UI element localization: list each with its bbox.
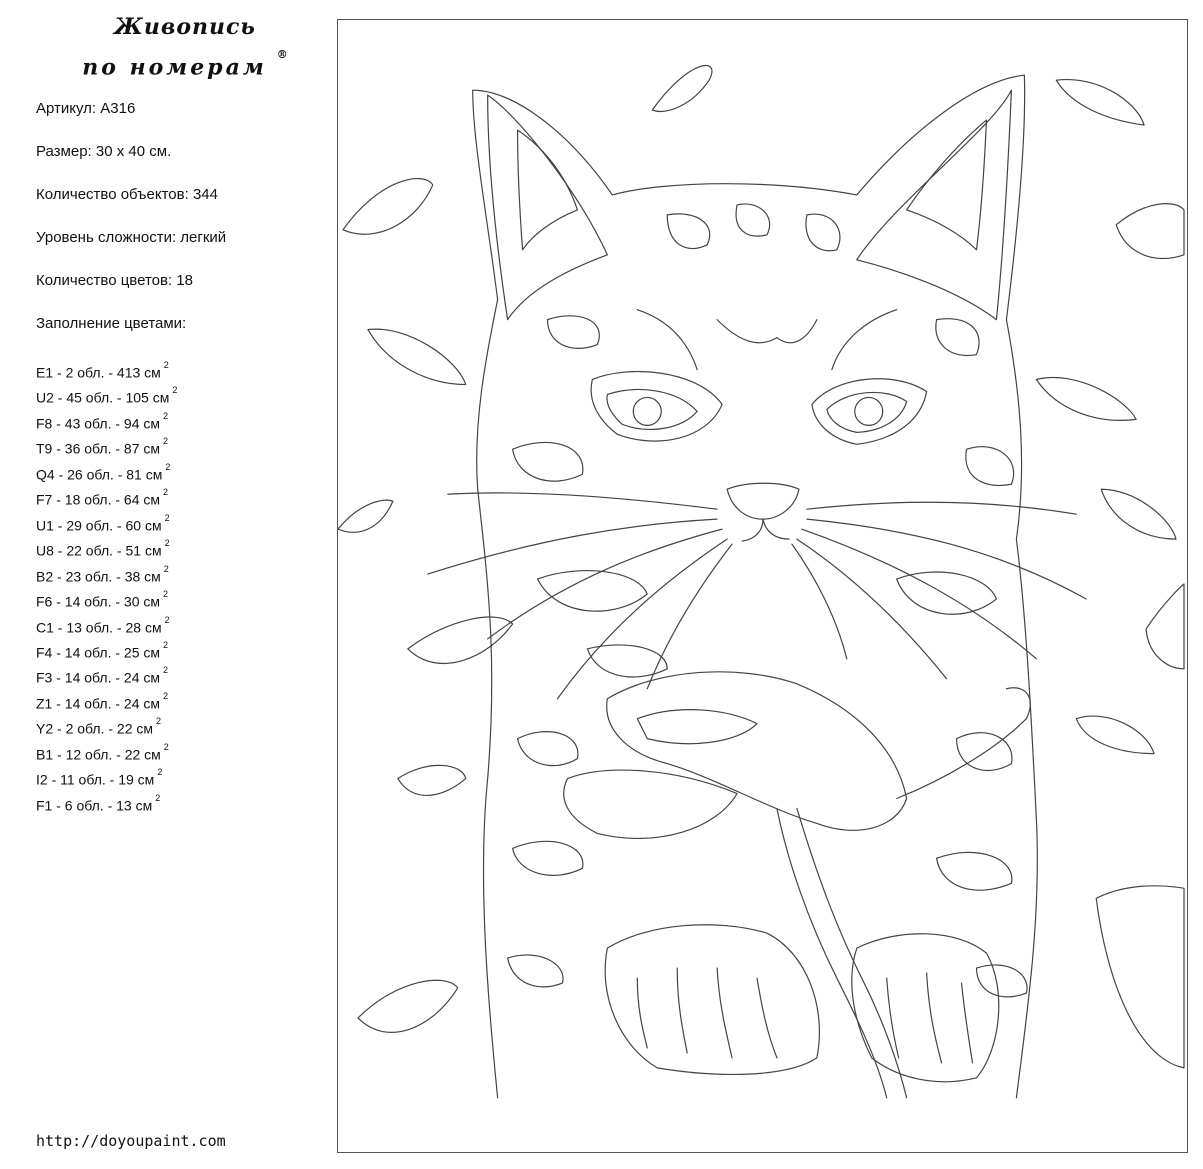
brand-title-line1: Живопись — [114, 14, 256, 40]
square-superscript: 2 — [157, 767, 163, 778]
color-row-text: Y2 - 2 обл. - 22 см — [36, 721, 154, 737]
registered-mark: ® — [276, 48, 288, 61]
color-row-text: Z1 - 14 обл. - 24 см — [36, 695, 161, 712]
cat-eyes — [591, 372, 926, 445]
color-row-c1 — [36, 614, 177, 639]
square-superscript: 2 — [164, 512, 170, 523]
color-row-f6 — [36, 588, 177, 613]
color-row-text: U2 - 45 обл. - 105 см — [36, 390, 170, 407]
color-row-f1 — [36, 792, 177, 817]
colors-count-label: Количество цветов: 18 — [36, 272, 193, 289]
square-superscript: 2 — [165, 461, 171, 472]
color-row-b2 — [36, 563, 177, 588]
color-row-z1 — [36, 690, 177, 715]
color-row-text: Q4 - 26 обл. - 81 см — [36, 466, 163, 483]
color-row-u2 — [36, 384, 177, 409]
color-row-f7 — [36, 486, 177, 511]
color-row-q4 — [36, 461, 177, 486]
color-row-text: F6 - 14 обл. - 30 см — [36, 593, 161, 610]
background-leaves — [338, 66, 1184, 1068]
square-superscript: 2 — [163, 563, 169, 574]
color-row-f4 — [36, 639, 177, 664]
brand-logo — [60, 12, 310, 82]
mouse-figure — [564, 672, 1031, 1098]
article-label: Артикул: A316 — [36, 100, 136, 117]
color-row-text: F3 - 14 обл. - 24 см — [36, 670, 161, 687]
color-row-text: F7 - 18 обл. - 64 см — [36, 491, 161, 508]
square-superscript: 2 — [163, 665, 169, 676]
website-url[interactable]: http://doyoupaint.com — [36, 1132, 226, 1150]
color-row-i2 — [36, 766, 177, 791]
cat-whiskers — [428, 493, 1086, 699]
cat-paws — [605, 925, 999, 1082]
color-row-e1 — [36, 359, 177, 384]
color-row-text: B1 - 12 обл. - 22 см — [36, 746, 161, 763]
square-superscript: 2 — [172, 385, 178, 396]
square-superscript: 2 — [163, 690, 169, 701]
square-superscript: 2 — [163, 639, 169, 650]
color-row-text: F1 - 6 обл. - 13 см — [36, 797, 153, 814]
color-row-text: U8 - 22 обл. - 51 см — [36, 542, 162, 559]
square-superscript: 2 — [163, 741, 169, 752]
fur-patches — [508, 204, 1027, 997]
color-row-f8 — [36, 410, 177, 435]
color-row-b1 — [36, 741, 177, 766]
cat-outline — [473, 75, 1038, 1098]
color-row-text: T9 - 36 обл. - 87 см — [36, 441, 161, 458]
color-row-text: C1 - 13 обл. - 28 см — [36, 619, 162, 636]
product-info — [36, 98, 226, 356]
square-superscript: 2 — [163, 487, 169, 498]
color-row-text: F8 - 43 обл. - 94 см — [36, 415, 161, 432]
square-superscript: 2 — [155, 792, 161, 803]
color-row-u1 — [36, 512, 177, 537]
color-row-u8 — [36, 537, 177, 562]
square-superscript: 2 — [163, 410, 169, 421]
brand-title-line2-text: по номерам — [82, 54, 267, 81]
brand-title-line2 — [60, 48, 310, 82]
difficulty-label: Уровень сложности: легкий — [36, 229, 227, 246]
color-row-text: F4 - 14 обл. - 25 см — [36, 644, 161, 661]
cat-line-art — [338, 20, 1187, 1152]
color-row-text: I2 - 11 обл. - 19 см — [36, 771, 155, 788]
size-label: Размер: 30 x 40 см. — [36, 143, 172, 160]
color-row-t9 — [36, 435, 177, 460]
square-superscript: 2 — [163, 436, 169, 447]
square-superscript: 2 — [164, 538, 170, 549]
fill-heading: Заполнение цветами: — [36, 315, 187, 332]
color-row-y2 — [36, 715, 177, 740]
coloring-canvas — [337, 19, 1188, 1153]
color-row-text: U1 - 29 обл. - 60 см — [36, 517, 162, 534]
color-row-text: E1 - 2 обл. - 413 см — [36, 364, 161, 381]
square-superscript: 2 — [164, 614, 170, 625]
square-superscript: 2 — [163, 360, 169, 370]
color-fill-list — [36, 359, 177, 817]
color-row-text: B2 - 23 обл. - 38 см — [36, 568, 161, 585]
square-superscript: 2 — [156, 716, 162, 727]
square-superscript: 2 — [163, 589, 169, 600]
objects-count-label: Количество объектов: 344 — [36, 186, 218, 203]
color-row-f3 — [36, 664, 177, 689]
